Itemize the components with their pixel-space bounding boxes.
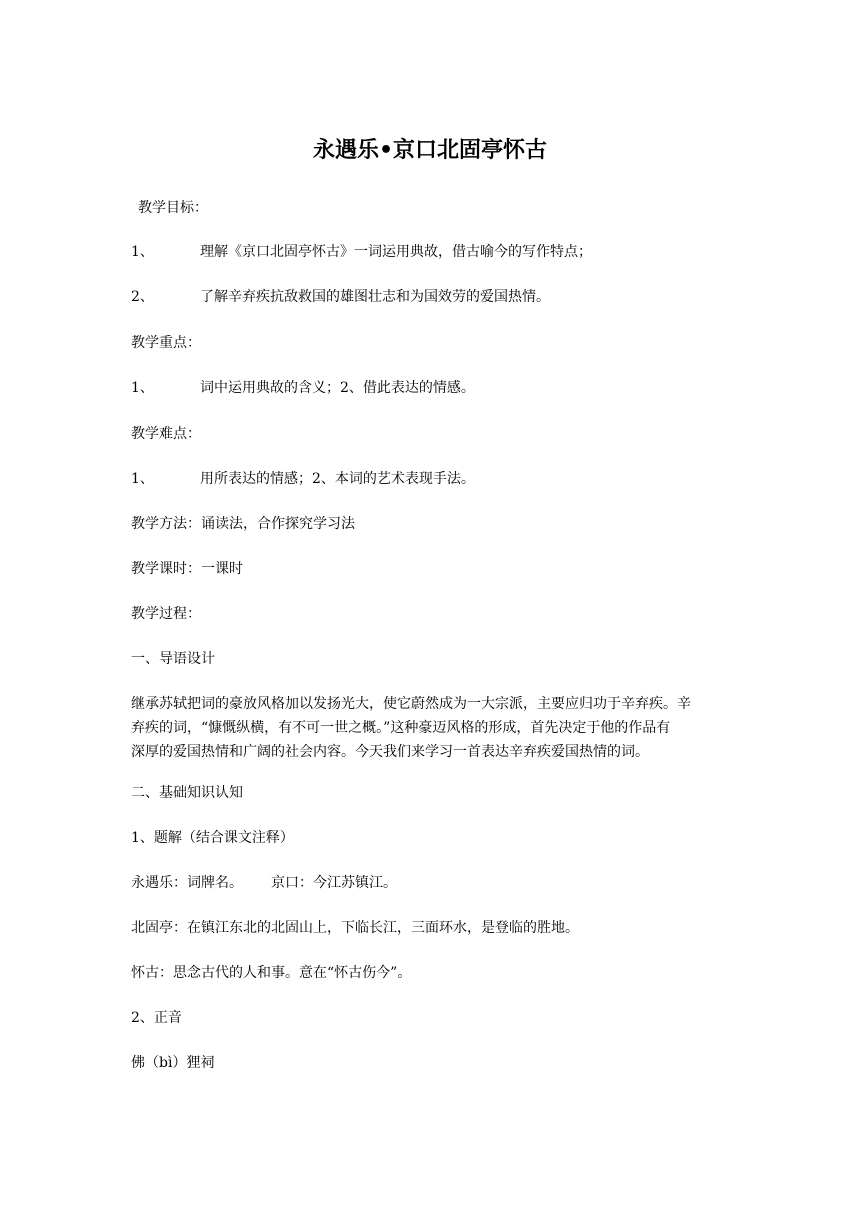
subsection-1-heading: 1、题解（结合课文注释） <box>131 830 294 846</box>
key-point-1-number: 1、 <box>131 380 154 396</box>
difficulty-1-number: 1、 <box>131 471 154 487</box>
goal-2-number: 2、 <box>131 289 154 305</box>
subsection-2-heading: 2、正音 <box>131 1010 182 1026</box>
intro-line-1: 继承苏轼把词的豪放风格加以发扬光大，使它蔚然成为一大宗派，主要应归功于辛弃疾。辛 <box>131 696 691 712</box>
teaching-process-heading: 教学过程： <box>131 606 201 622</box>
intro-line-3: 深厚的爱国热情和广阔的社会内容。今天我们来学习一首表达辛弃疾爱国热情的词。 <box>131 744 649 760</box>
key-point-item-1 <box>131 378 475 398</box>
goal-item-2 <box>131 287 550 307</box>
goals-heading: 教学目标： <box>138 200 208 216</box>
definition-line-1 <box>131 873 397 893</box>
document-title: 永遇乐•京口北固亭怀古 <box>312 138 548 163</box>
intro-line-2: 弃疾的词，“慷慨纵横，有不可一世之概。”这种豪迈风格的形成，首先决定于他的作品有 <box>131 720 671 736</box>
definition-jingkou: 京口：今江苏镇江。 <box>271 875 397 891</box>
definition-huaigu: 怀古：思念古代的人和事。意在“怀古伤今”。 <box>131 965 412 981</box>
teaching-method: 教学方法：诵读法，合作探究学习法 <box>131 516 355 532</box>
key-points-heading: 教学重点： <box>131 335 201 351</box>
goal-2-text: 了解辛弃疾抗敌救国的雄图壮志和为国效劳的爱国热情。 <box>200 289 550 305</box>
goal-1-text: 理解《京口北固亭怀古》一词运用典故，借古喻今的写作特点； <box>200 244 592 260</box>
pronunciation-item-1: 佛（bì）狸祠 <box>131 1055 215 1071</box>
intro-paragraph <box>131 692 731 764</box>
difficulty-item-1 <box>131 469 475 489</box>
teaching-hours: 教学课时：一课时 <box>131 561 243 577</box>
goal-1-number: 1、 <box>131 244 154 260</box>
section-2-heading: 二、基础知识认知 <box>131 785 243 801</box>
definition-beiguting: 北固亭：在镇江东北的北固山上，下临长江，三面环水，是登临的胜地。 <box>131 920 579 936</box>
definition-yongyule: 永遇乐：词牌名。 <box>131 875 243 891</box>
key-point-1-text: 词中运用典故的含义；2、借此表达的情感。 <box>200 380 475 396</box>
difficulty-1-text: 用所表达的情感；2、本词的艺术表现手法。 <box>200 471 475 487</box>
goal-item-1 <box>131 242 592 262</box>
difficulties-heading: 教学难点： <box>131 426 201 442</box>
section-1-heading: 一、导语设计 <box>131 651 215 667</box>
